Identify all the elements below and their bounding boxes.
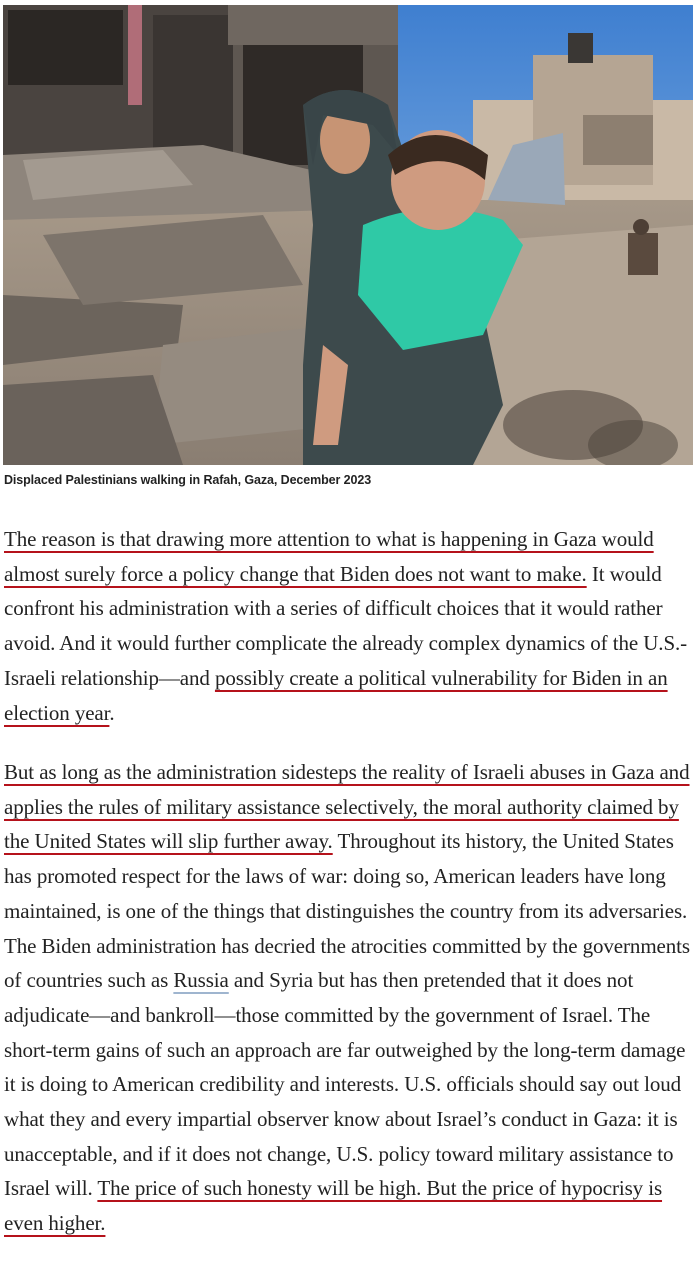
highlighted-passage: But as long as the administration sidesteps the reality of Israeli abuses in Gaza and applies the rules of military assistance selectively, the moral authority claimed by the United States will slip further away. (4, 760, 690, 854)
paragraph-text: . (109, 700, 115, 725)
highlighted-passage: The price of such honesty will be high. But the price of hypocrisy is even higher. (4, 1176, 663, 1236)
highlighted-passage: The reason is that drawing more attention to what is happening in Gaza would almost surely force a policy change that Biden does not want to make. (4, 527, 654, 586)
paragraph-text: It would confront his administration with a series of difficult choices that it would rather avoid. And it would further complicate the already complex dynamics of the U.S.-Israeli relationship—and (4, 561, 688, 690)
article-paragraph-1 (4, 522, 694, 730)
paragraph-text: and Syria but has then pretended that it does not adjudicate—and bankroll—those committed by the government of Israel. The short-term gains of such an approach are far outweighed by the long-term damage it is doing to American credibility and interests. U.S. officials should say out loud what they and every impartial observer know about Israel’s conduct in Gaza: it is unacceptable, and if it does not change, U.S. policy toward military assistance to Israel will. (4, 968, 686, 1201)
paragraph-text: Throughout its history, the United States has promoted respect for the laws of war: doing so, American leaders have long maintained, is one of the things that distinguishes the country from its adversaries. The Biden administration has decried the atrocities committed by the governments of countries such as (4, 829, 690, 993)
photo-caption: Displaced Palestinians walking in Rafah, Gaza, December 2023 (4, 473, 372, 487)
highlighted-passage: possibly create a political vulnerability for Biden in an election year (4, 665, 668, 725)
article-photo (3, 5, 693, 465)
article-paragraph-2 (4, 755, 694, 1241)
russia-link[interactable]: Russia (173, 968, 229, 993)
